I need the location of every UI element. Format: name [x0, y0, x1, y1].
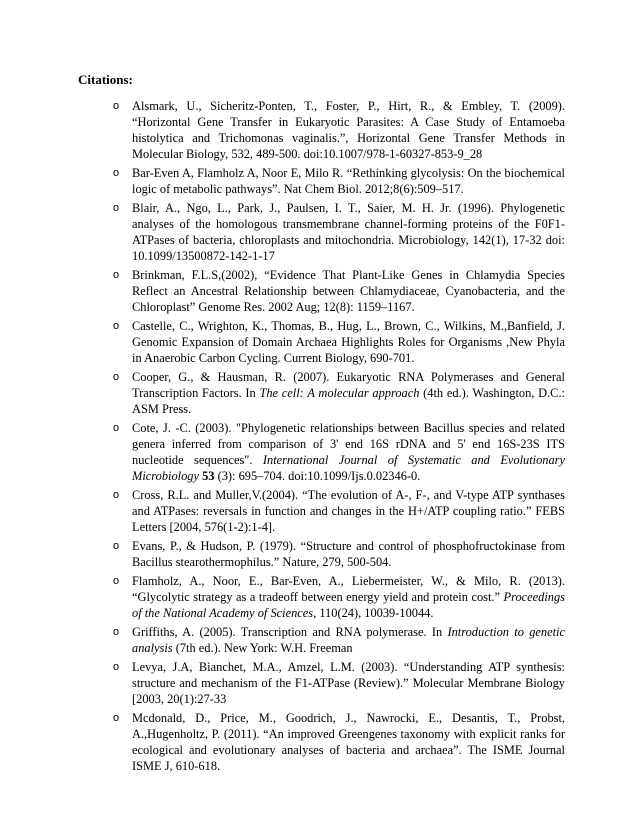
bullet-icon: o	[113, 712, 120, 724]
citation-text	[132, 99, 565, 161]
italic-title: International Journal of Systematic and Evolutionary Microbiology	[132, 453, 566, 483]
italic-title: Proceedings of the National Academy of Sciences,	[132, 590, 565, 620]
citation-segment: Bar-Even A, Flamholz A, Noor E, Milo R. “Rethinking glycolysis: On the biochemical logic of metabolic pathways”. Nat Chem Biol. 2012;8(6):509–517.	[132, 166, 565, 196]
citation-segment: Flamholz, A., Noor, E., Bar-Even, A., Liebermeister, W., & Milo, R. (2013). “Glycolytic strategy as a tradeoff between energy yield and protein cost.”	[132, 574, 565, 604]
bold-volume: 53	[202, 469, 215, 483]
bullet-icon: o	[113, 320, 120, 332]
citation-text	[132, 421, 565, 483]
bullet-icon: o	[113, 269, 120, 281]
citation-segment: Alsmark, U., Sicheritz-Ponten, T., Foster, P., Hirt, R., & Embley, T. (2009). “Horizontal Gene Transfer in Eukaryotic Parasites: A Case Study of Entamoeba histolytica and Trichomonas vaginalis.”, Horizontal Gene Transfer Methods in Molecular Biology, 532, 489-500. doi:10.1007/978-1-60327-853-9_28	[132, 99, 565, 161]
citations-heading: Citations:	[78, 72, 133, 87]
citation-item	[113, 624, 565, 656]
citation-text	[132, 539, 565, 569]
citation-text	[132, 201, 565, 263]
citation-item	[113, 98, 565, 162]
citation-segment: Castelle, C., Wrighton, K., Thomas, B., Hug, L., Brown, C., Wilkins, M.,Banfield, J. Genomic Expansion of Domain Archaea Highlights Roles for Organisms ,New Phyla in Anaerobic Carbon Cycling. Current Biology, 690-701.	[132, 319, 565, 365]
citation-segment: Evans, P., & Hudson, P. (1979). “Structure and control of phosphofructokinase from Bacillus stearothermophilus.” Nature, 279, 500-504.	[132, 539, 565, 569]
citation-text	[132, 711, 565, 773]
citation-item	[113, 710, 565, 774]
citation-segment: Griffiths, A. (2005). Transcription and RNA polymerase. In	[132, 625, 448, 639]
bullet-icon: o	[113, 661, 120, 673]
citation-item	[113, 267, 565, 315]
citation-segment: Blair, A., Ngo, L., Park, J., Paulsen, I. T., Saier, M. H. Jr. (1996). Phylogenetic analyses of the homologous transmembrane channel-forming proteins of the F0F1-ATPases of bacteria, chloroplasts and mitochondria. Microbiology, 142(1), 17-32 doi: 10.1099/13500872-142-1-17	[132, 201, 565, 263]
citation-segment: (7th ed.). New York: W.H. Freeman	[172, 641, 353, 655]
citation-segment: Levya, J.A, Bianchet, M.A., Amzel, L.M. (2003). “Understanding ATP synthesis: structure and mechanism of the F1-ATPase (Review).” Molecular Membrane Biology [2003, 20(1):27-33	[132, 660, 565, 706]
citation-text	[132, 319, 565, 365]
citation-segment: Cross, R.L. and Muller,V.(2004). “The evolution of A-, F-, and V-type ATP synthases and ATPases: reversals in function and changes in the H+/ATP coupling ratio.” FEBS Letters [2004, 576(1-2):1-4].	[132, 488, 565, 534]
bullet-icon: o	[113, 575, 120, 587]
bullet-icon: o	[113, 422, 120, 434]
italic-title: The cell: A molecular approach	[259, 386, 420, 400]
citation-text	[132, 268, 565, 314]
citation-item	[113, 538, 565, 570]
bullet-icon: o	[113, 100, 120, 112]
citation-segment: Cooper, G., & Hausman, R. (2007). Eukaryotic RNA Polymerases and General Transcription Factors. In	[132, 370, 565, 400]
citation-segment: (3): 695–704. doi:10.1099/Ijs.0.02346-0.	[214, 469, 421, 483]
italic-title: Introduction to genetic analysis	[132, 625, 565, 655]
citation-segment: Brinkman, F.L.S,(2002), “Evidence That Plant-Like Genes in Chlamydia Species Reflect an Ancestral Relationship between Chlamydiaceae, Cyanobacteria, and the Chloroplast” Genome Res. 2002 Aug; 12(8): 1159–1167.	[132, 268, 565, 314]
citation-segment: Cote, J. -C. (2003). "Phylogenetic relationships between Bacillus species and related genera inferred from comparison of 3' end 16S rDNA and 5' end 16S-23S ITS nucleotide sequences".	[132, 421, 565, 467]
citation-item	[113, 165, 565, 197]
citation-text	[132, 488, 565, 534]
citation-item	[113, 318, 565, 366]
citation-item	[113, 659, 565, 707]
citation-text	[132, 166, 565, 196]
citation-list	[113, 98, 565, 777]
bullet-icon: o	[113, 626, 120, 638]
citation-item	[113, 487, 565, 535]
citation-text	[132, 574, 565, 620]
citation-segment: 110(24), 10039-10044.	[316, 606, 434, 620]
citation-segment: Mcdonald, D., Price, M., Goodrich, J., Nawrocki, E., Desantis, T., Probst, A.,Hugenholtz, P. (2011). “An improved Greengenes taxonomy with explicit ranks for ecological and evolutionary analyses of bacteria and archaea”. The ISME Journal ISME J, 610-618.	[132, 711, 565, 773]
bullet-icon: o	[113, 489, 120, 501]
bullet-icon: o	[113, 540, 120, 552]
citation-segment: (4th ed.). Washington, D.C.: ASM Press.	[132, 386, 565, 416]
bullet-icon: o	[113, 371, 120, 383]
citation-item	[113, 369, 565, 417]
citation-text	[132, 660, 565, 706]
citation-text	[132, 625, 565, 655]
citation-item	[113, 573, 565, 621]
citation-item	[113, 420, 565, 484]
bullet-icon: o	[113, 167, 120, 179]
citation-text	[132, 370, 565, 416]
bullet-icon: o	[113, 202, 120, 214]
citation-item	[113, 200, 565, 264]
